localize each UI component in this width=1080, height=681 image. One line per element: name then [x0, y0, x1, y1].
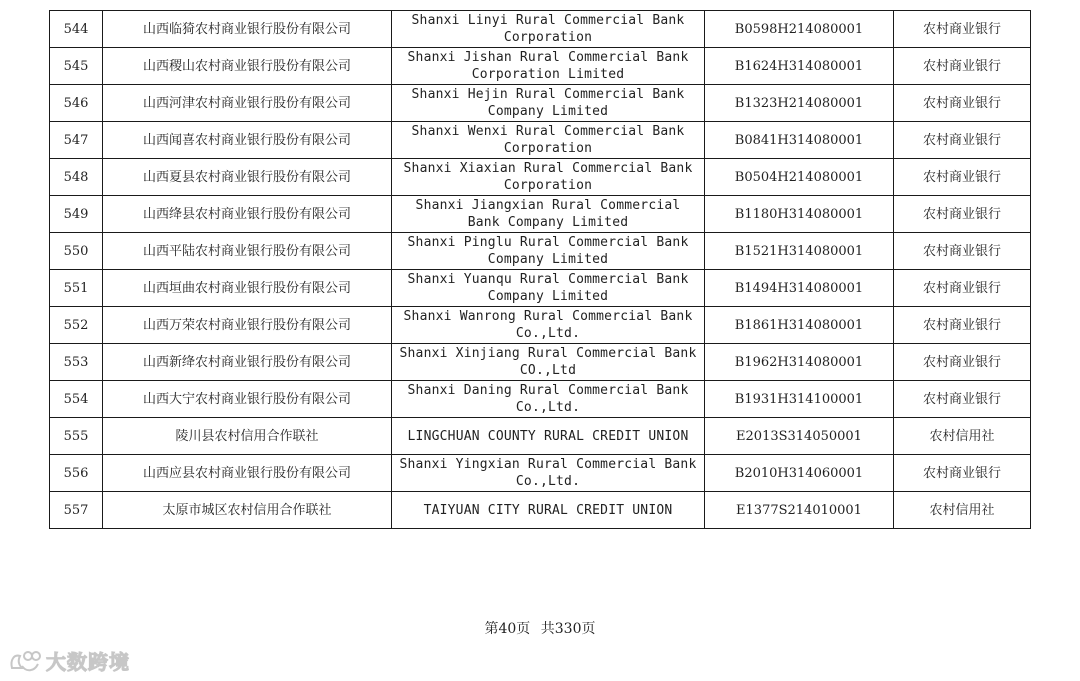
institution-code: B0841H314080001	[705, 122, 894, 159]
bank-name-english: Shanxi Jiangxian Rural Commercial Bank Company Limited	[392, 196, 705, 233]
table-row	[50, 48, 1031, 85]
institution-type: 农村商业银行	[894, 48, 1031, 85]
bank-name-chinese: 山西夏县农村商业银行股份有限公司	[103, 159, 392, 196]
bank-name-chinese: 山西河津农村商业银行股份有限公司	[103, 85, 392, 122]
bank-name-chinese: 山西大宁农村商业银行股份有限公司	[103, 381, 392, 418]
institution-code: B0504H214080001	[705, 159, 894, 196]
institution-type: 农村商业银行	[894, 455, 1031, 492]
institution-type: 农村商业银行	[894, 381, 1031, 418]
table-row	[50, 418, 1031, 455]
institution-code: B2010H314060001	[705, 455, 894, 492]
institution-code: B1861H314080001	[705, 307, 894, 344]
page-total: 共330页	[540, 621, 596, 637]
table-row	[50, 344, 1031, 381]
bank-name-chinese: 山西新绛农村商业银行股份有限公司	[103, 344, 392, 381]
institution-code: E1377S214010001	[705, 492, 894, 529]
institution-type: 农村商业银行	[894, 196, 1031, 233]
bank-name-chinese: 山西应县农村商业银行股份有限公司	[103, 455, 392, 492]
bank-name-english: Shanxi Xinjiang Rural Commercial Bank CO.,Ltd	[392, 344, 705, 381]
bank-name-english: Shanxi Xiaxian Rural Commercial Bank Corporation	[392, 159, 705, 196]
row-number: 547	[50, 122, 103, 159]
table-row	[50, 307, 1031, 344]
bank-name-chinese: 陵川县农村信用合作联社	[103, 418, 392, 455]
bank-name-english: Shanxi Pinglu Rural Commercial Bank Company Limited	[392, 233, 705, 270]
institution-type: 农村信用社	[894, 492, 1031, 529]
bank-name-english: Shanxi Jishan Rural Commercial Bank Corporation Limited	[392, 48, 705, 85]
institution-code: B1494H314080001	[705, 270, 894, 307]
table-row	[50, 233, 1031, 270]
bank-list-table	[49, 10, 1031, 529]
table-row	[50, 492, 1031, 529]
bank-name-english: Shanxi Yuanqu Rural Commercial Bank Company Limited	[392, 270, 705, 307]
table-row	[50, 455, 1031, 492]
table-row	[50, 381, 1031, 418]
row-number: 555	[50, 418, 103, 455]
page-footer	[0, 618, 1080, 638]
institution-type: 农村商业银行	[894, 85, 1031, 122]
institution-code: B1624H314080001	[705, 48, 894, 85]
bank-name-chinese: 山西临猗农村商业银行股份有限公司	[103, 11, 392, 48]
table-row	[50, 11, 1031, 48]
table-row	[50, 159, 1031, 196]
row-number: 550	[50, 233, 103, 270]
institution-type: 农村商业银行	[894, 307, 1031, 344]
row-number: 552	[50, 307, 103, 344]
institution-code: B1962H314080001	[705, 344, 894, 381]
institution-code: B1931H314100001	[705, 381, 894, 418]
bank-name-chinese: 山西闻喜农村商业银行股份有限公司	[103, 122, 392, 159]
table-row	[50, 270, 1031, 307]
bank-name-chinese: 山西平陆农村商业银行股份有限公司	[103, 233, 392, 270]
bank-name-english: Shanxi Yingxian Rural Commercial Bank Co.,Ltd.	[392, 455, 705, 492]
bank-name-english: Shanxi Linyi Rural Commercial Bank Corporation	[392, 11, 705, 48]
institution-code: B1180H314080001	[705, 196, 894, 233]
row-number: 557	[50, 492, 103, 529]
bank-name-chinese: 山西万荣农村商业银行股份有限公司	[103, 307, 392, 344]
row-number: 544	[50, 11, 103, 48]
row-number: 548	[50, 159, 103, 196]
bank-name-english: Shanxi Daning Rural Commercial Bank Co.,Ltd.	[392, 381, 705, 418]
table-row	[50, 196, 1031, 233]
watermark-text: 大数跨境	[46, 650, 130, 674]
row-number: 546	[50, 85, 103, 122]
institution-type: 农村商业银行	[894, 11, 1031, 48]
row-number: 554	[50, 381, 103, 418]
watermark	[8, 646, 130, 675]
bank-name-english: Shanxi Hejin Rural Commercial Bank Company Limited	[392, 85, 705, 122]
row-number: 551	[50, 270, 103, 307]
institution-type: 农村信用社	[894, 418, 1031, 455]
row-number: 556	[50, 455, 103, 492]
institution-type: 农村商业银行	[894, 270, 1031, 307]
table-row	[50, 122, 1031, 159]
bank-name-english: Shanxi Wanrong Rural Commercial Bank Co.,Ltd.	[392, 307, 705, 344]
table-body	[50, 11, 1031, 529]
row-number: 549	[50, 196, 103, 233]
brand-logo-icon	[8, 648, 42, 674]
row-number: 553	[50, 344, 103, 381]
bank-name-chinese: 山西绛县农村商业银行股份有限公司	[103, 196, 392, 233]
table-row	[50, 85, 1031, 122]
institution-type: 农村商业银行	[894, 344, 1031, 381]
bank-name-chinese: 山西稷山农村商业银行股份有限公司	[103, 48, 392, 85]
institution-type: 农村商业银行	[894, 233, 1031, 270]
institution-type: 农村商业银行	[894, 122, 1031, 159]
bank-name-chinese: 太原市城区农村信用合作联社	[103, 492, 392, 529]
bank-name-english: Shanxi Wenxi Rural Commercial Bank Corporation	[392, 122, 705, 159]
institution-code: B0598H214080001	[705, 11, 894, 48]
institution-code: B1323H214080001	[705, 85, 894, 122]
bank-name-chinese: 山西垣曲农村商业银行股份有限公司	[103, 270, 392, 307]
row-number: 545	[50, 48, 103, 85]
institution-code: E2013S314050001	[705, 418, 894, 455]
institution-type: 农村商业银行	[894, 159, 1031, 196]
page-number: 第40页	[484, 621, 531, 637]
bank-name-english: TAIYUAN CITY RURAL CREDIT UNION	[392, 492, 705, 529]
institution-code: B1521H314080001	[705, 233, 894, 270]
bank-name-english: LINGCHUAN COUNTY RURAL CREDIT UNION	[392, 418, 705, 455]
